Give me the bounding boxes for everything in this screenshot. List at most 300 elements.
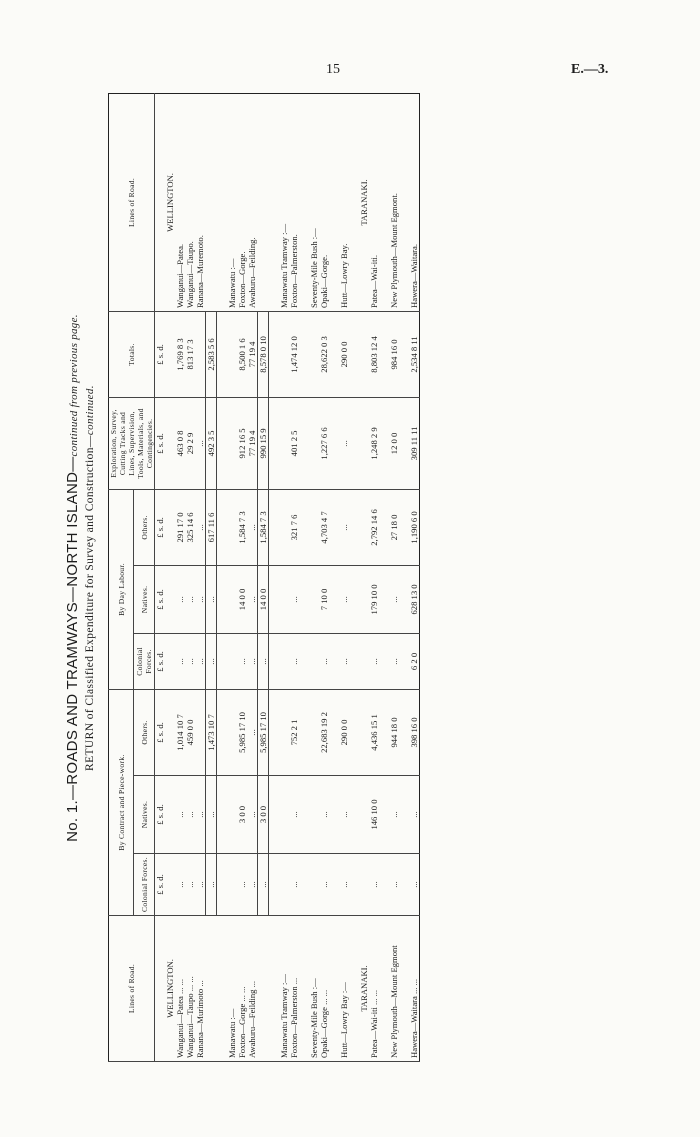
table-row bbox=[206, 93, 217, 1061]
table-row bbox=[227, 93, 237, 1061]
amount-cell: 1,474 12 0 bbox=[289, 311, 299, 397]
table-row bbox=[359, 93, 369, 1061]
road-name-right-cell: WELLINGTON. bbox=[165, 93, 175, 311]
amount-cell: 5,985 17 10 bbox=[258, 689, 269, 775]
table-row bbox=[349, 93, 359, 1061]
amount-cell bbox=[269, 489, 280, 565]
amount-cell: 2,534 8 11 bbox=[409, 311, 420, 397]
amount-cell: ... bbox=[185, 633, 195, 689]
road-name-cell bbox=[349, 916, 359, 1062]
amount-cell bbox=[279, 489, 289, 565]
amount-cell bbox=[359, 854, 369, 916]
subtitle-main: RETURN of Classified Expenditure for Survey and Construction— bbox=[84, 435, 96, 771]
amount-cell bbox=[217, 565, 228, 633]
table-row bbox=[258, 93, 269, 1061]
units-cell: £ s. d. bbox=[155, 565, 166, 633]
amount-cell bbox=[329, 565, 339, 633]
amount-cell bbox=[299, 633, 309, 689]
amount-cell: ... bbox=[247, 489, 258, 565]
amount-cell: 1,769 8 3 bbox=[175, 311, 185, 397]
amount-cell: ... bbox=[339, 633, 349, 689]
header-lines-of-road-right: Lines of Road. bbox=[109, 93, 155, 311]
amount-cell: ... bbox=[339, 565, 349, 633]
amount-cell bbox=[217, 489, 228, 565]
amount-cell bbox=[227, 397, 237, 489]
amount-cell bbox=[359, 565, 369, 633]
title-main-italic: continued from previous page. bbox=[68, 314, 80, 457]
amount-cell bbox=[299, 565, 309, 633]
header-day-colonial: Colonial Forces. bbox=[134, 633, 155, 689]
amount-cell: ... bbox=[175, 776, 185, 854]
amount-cell bbox=[227, 689, 237, 775]
amount-cell: 290 0 0 bbox=[339, 689, 349, 775]
amount-cell: 401 2 5 bbox=[289, 397, 299, 489]
amount-cell: 77 19 4 bbox=[247, 397, 258, 489]
road-name-cell: Foxton—Gorge ... ... bbox=[237, 916, 247, 1062]
amount-cell: 14 0 0 bbox=[258, 565, 269, 633]
road-name-right-cell: Ranana—Muremoto. bbox=[195, 93, 206, 311]
amount-cell: ... bbox=[389, 776, 399, 854]
amount-cell bbox=[227, 854, 237, 916]
amount-cell bbox=[349, 776, 359, 854]
amount-cell: 28,622 0 3 bbox=[319, 311, 329, 397]
amount-cell: ... bbox=[175, 854, 185, 916]
amount-cell: 752 2 1 bbox=[289, 689, 299, 775]
amount-cell: 2,583 5 6 bbox=[206, 311, 217, 397]
header-contract: By Contract and Piece-work. bbox=[109, 689, 134, 915]
title-main: No. 1.—ROADS AND TRAMWAYS—NORTH ISLAND— bbox=[64, 456, 81, 842]
amount-cell: 628 13 0 bbox=[409, 565, 420, 633]
amount-cell: 4,436 15 1 bbox=[369, 689, 379, 775]
amount-cell: 1,227 6 6 bbox=[319, 397, 329, 489]
road-name-right-cell bbox=[399, 93, 409, 311]
amount-cell: ... bbox=[319, 633, 329, 689]
amount-cell bbox=[379, 633, 389, 689]
amount-cell bbox=[399, 565, 409, 633]
amount-cell bbox=[195, 689, 206, 775]
units-cell: £ s. d. bbox=[155, 854, 166, 916]
table-row bbox=[279, 93, 289, 1061]
amount-cell bbox=[349, 397, 359, 489]
road-name-right-cell bbox=[258, 93, 269, 311]
table-row bbox=[319, 93, 329, 1061]
amount-cell bbox=[269, 689, 280, 775]
amount-cell: ... bbox=[339, 854, 349, 916]
amount-cell: 1,584 7 3 bbox=[258, 489, 269, 565]
amount-cell bbox=[217, 776, 228, 854]
amount-cell: ... bbox=[319, 854, 329, 916]
amount-cell: ... bbox=[195, 776, 206, 854]
amount-cell bbox=[217, 689, 228, 775]
amount-cell bbox=[299, 489, 309, 565]
amount-cell bbox=[227, 311, 237, 397]
amount-cell: 8,500 1 6 bbox=[237, 311, 247, 397]
amount-cell: ... bbox=[339, 489, 349, 565]
amount-cell bbox=[359, 776, 369, 854]
amount-cell: 309 11 11 bbox=[409, 397, 420, 489]
amount-cell: 912 16 5 bbox=[237, 397, 247, 489]
table-row bbox=[247, 93, 258, 1061]
amount-cell: 6 2 0 bbox=[409, 633, 420, 689]
amount-cell: ... bbox=[195, 489, 206, 565]
amount-cell: 984 16 0 bbox=[389, 311, 399, 397]
header-contract-natives: Natives. bbox=[134, 776, 155, 854]
amount-cell bbox=[279, 689, 289, 775]
amount-cell: ... bbox=[409, 776, 420, 854]
header-lines-of-road: Lines of Road. bbox=[109, 916, 155, 1062]
amount-cell bbox=[309, 397, 319, 489]
amount-cell bbox=[227, 489, 237, 565]
amount-cell bbox=[359, 489, 369, 565]
amount-cell bbox=[269, 776, 280, 854]
amount-cell: 8,803 12 4 bbox=[369, 311, 379, 397]
units-cell: £ s. d. bbox=[155, 689, 166, 775]
units-cell bbox=[155, 916, 166, 1062]
road-name-cell: Foxton—Palmerston ... bbox=[289, 916, 299, 1062]
table-row bbox=[237, 93, 247, 1061]
road-name-right-cell bbox=[349, 93, 359, 311]
amount-cell: ... bbox=[369, 854, 379, 916]
amount-cell: ... bbox=[389, 854, 399, 916]
amount-cell: 944 18 0 bbox=[389, 689, 399, 775]
amount-cell bbox=[349, 311, 359, 397]
header-totals: Totals. bbox=[109, 311, 155, 397]
amount-cell bbox=[269, 854, 280, 916]
header-contract-others: Others. bbox=[134, 689, 155, 775]
amount-cell bbox=[399, 776, 409, 854]
amount-cell: ... bbox=[289, 776, 299, 854]
amount-cell bbox=[309, 565, 319, 633]
amount-cell: ... bbox=[247, 633, 258, 689]
amount-cell bbox=[269, 565, 280, 633]
amount-cell bbox=[165, 489, 175, 565]
amount-cell bbox=[279, 397, 289, 489]
amount-cell bbox=[279, 776, 289, 854]
subtitle-italic: continued. bbox=[84, 385, 96, 436]
road-name-cell: Hutt—Lowry Bay :— bbox=[339, 916, 349, 1062]
amount-cell: 492 3 5 bbox=[206, 397, 217, 489]
road-name-right-cell: Foxton—Gorge. bbox=[237, 93, 247, 311]
road-name-cell: TARANAKI. bbox=[359, 916, 369, 1062]
road-name-cell: Ranana—Murimoto ... bbox=[195, 916, 206, 1062]
road-name-cell bbox=[399, 916, 409, 1062]
amount-cell bbox=[269, 311, 280, 397]
amount-cell: ... bbox=[389, 633, 399, 689]
amount-cell: ... bbox=[339, 397, 349, 489]
units-cell: £ s. d. bbox=[155, 489, 166, 565]
amount-cell bbox=[227, 776, 237, 854]
amount-cell bbox=[195, 311, 206, 397]
road-name-right-cell bbox=[217, 93, 228, 311]
amount-cell bbox=[349, 854, 359, 916]
amount-cell bbox=[217, 397, 228, 489]
amount-cell: 398 16 0 bbox=[409, 689, 420, 775]
road-name-right-cell: Wanganui—Taupo. bbox=[185, 93, 195, 311]
table-row bbox=[379, 93, 389, 1061]
amount-cell bbox=[359, 633, 369, 689]
amount-cell bbox=[309, 854, 319, 916]
amount-cell bbox=[227, 633, 237, 689]
road-name-cell: Hawera—Waitara ... ... bbox=[409, 916, 420, 1062]
amount-cell bbox=[217, 854, 228, 916]
amount-cell bbox=[309, 776, 319, 854]
amount-cell bbox=[399, 311, 409, 397]
table-row bbox=[389, 93, 399, 1061]
amount-cell: 4,703 4 7 bbox=[319, 489, 329, 565]
amount-cell bbox=[217, 311, 228, 397]
amount-cell: ... bbox=[247, 854, 258, 916]
amount-cell bbox=[309, 633, 319, 689]
road-name-right-cell: Hutt—Lowry Bay. bbox=[339, 93, 349, 311]
amount-cell: 7 10 0 bbox=[319, 565, 329, 633]
amount-cell bbox=[269, 397, 280, 489]
table-row bbox=[399, 93, 409, 1061]
amount-cell bbox=[399, 854, 409, 916]
table-row bbox=[195, 93, 206, 1061]
table-row bbox=[299, 93, 309, 1061]
road-name-right-cell: Hawera—Waitara. bbox=[409, 93, 420, 311]
amount-cell: ... bbox=[195, 854, 206, 916]
amount-cell bbox=[329, 311, 339, 397]
amount-cell bbox=[349, 633, 359, 689]
amount-cell: 1,248 2 9 bbox=[369, 397, 379, 489]
amount-cell: ... bbox=[258, 633, 269, 689]
amount-cell: ... bbox=[289, 633, 299, 689]
road-name-right-cell: Wanganui—Patea. bbox=[175, 93, 185, 311]
amount-cell: 3 0 0 bbox=[237, 776, 247, 854]
expenditure-table bbox=[108, 93, 420, 1062]
amount-cell bbox=[379, 689, 389, 775]
amount-cell: 1,190 6 0 bbox=[409, 489, 420, 565]
amount-cell bbox=[165, 854, 175, 916]
amount-cell: 321 7 6 bbox=[289, 489, 299, 565]
amount-cell bbox=[399, 397, 409, 489]
amount-cell bbox=[379, 311, 389, 397]
amount-cell bbox=[379, 489, 389, 565]
table-row bbox=[175, 93, 185, 1061]
table-title bbox=[64, 94, 81, 1062]
road-name-cell: Patea—Wai-iti ... ... bbox=[369, 916, 379, 1062]
amount-cell: ... bbox=[247, 565, 258, 633]
amount-cell: 22,683 19 2 bbox=[319, 689, 329, 775]
amount-cell bbox=[299, 311, 309, 397]
road-name-right-cell: Awahuru—Feilding. bbox=[247, 93, 258, 311]
table-subtitle bbox=[84, 94, 96, 1062]
road-name-cell: Wanganui—Taupo ... ... bbox=[185, 916, 195, 1062]
road-name-right-cell bbox=[329, 93, 339, 311]
amount-cell: ... bbox=[237, 633, 247, 689]
units-cell: £ s. d. bbox=[155, 311, 166, 397]
road-name-right-cell: Patea—Wai-iti. bbox=[369, 93, 379, 311]
amount-cell: 290 0 0 bbox=[339, 311, 349, 397]
header-exploration: Exploration, Survey, Cutting Tracks and Lines, Supervision, Tools, Materials, and Contingencies. bbox=[109, 397, 155, 489]
road-name-cell: Wanganui—Patea ... ... bbox=[175, 916, 185, 1062]
road-name-cell bbox=[269, 916, 280, 1062]
amount-cell bbox=[359, 689, 369, 775]
amount-cell bbox=[379, 854, 389, 916]
amount-cell: ... bbox=[369, 633, 379, 689]
table-row bbox=[185, 93, 195, 1061]
amount-cell: 146 10 0 bbox=[369, 776, 379, 854]
header-contract-colonial: Colonial Forces. bbox=[134, 854, 155, 916]
amount-cell bbox=[329, 854, 339, 916]
amount-cell bbox=[299, 397, 309, 489]
amount-cell: 325 14 6 bbox=[185, 489, 195, 565]
amount-cell bbox=[165, 633, 175, 689]
amount-cell bbox=[359, 311, 369, 397]
amount-cell bbox=[299, 689, 309, 775]
amount-cell bbox=[165, 311, 175, 397]
amount-cell: 14 0 0 bbox=[237, 565, 247, 633]
road-name-right-cell: Opaki—Gorge. bbox=[319, 93, 329, 311]
amount-cell: ... bbox=[409, 854, 420, 916]
amount-cell: ... bbox=[247, 689, 258, 775]
road-name-cell: Manawatu Tramway :— bbox=[279, 916, 289, 1062]
header-day-others: Others. bbox=[134, 489, 155, 565]
amount-cell: ... bbox=[206, 633, 217, 689]
amount-cell: 12 0 0 bbox=[389, 397, 399, 489]
amount-cell bbox=[329, 689, 339, 775]
units-cell: £ s. d. bbox=[155, 633, 166, 689]
amount-cell bbox=[329, 489, 339, 565]
amount-cell bbox=[349, 565, 359, 633]
road-name-right-cell: Manawatu Tramway :— bbox=[279, 93, 289, 311]
units-cell: £ s. d. bbox=[155, 776, 166, 854]
amount-cell bbox=[379, 397, 389, 489]
amount-cell: ... bbox=[339, 776, 349, 854]
road-name-cell: Awahuru—Feilding ... bbox=[247, 916, 258, 1062]
table-row bbox=[309, 93, 319, 1061]
amount-cell bbox=[329, 776, 339, 854]
road-name-right-cell bbox=[269, 93, 280, 311]
amount-cell bbox=[329, 633, 339, 689]
road-name-right-cell: Seventy-Mile Bush :— bbox=[309, 93, 319, 311]
amount-cell bbox=[269, 633, 280, 689]
units-row bbox=[155, 93, 166, 1061]
road-name-cell bbox=[299, 916, 309, 1062]
amount-cell: ... bbox=[175, 565, 185, 633]
amount-cell bbox=[309, 311, 319, 397]
amount-cell: ... bbox=[289, 854, 299, 916]
amount-cell bbox=[165, 397, 175, 489]
amount-cell: ... bbox=[389, 565, 399, 633]
amount-cell: 990 15 9 bbox=[258, 397, 269, 489]
amount-cell bbox=[399, 633, 409, 689]
amount-cell bbox=[279, 854, 289, 916]
table-row bbox=[329, 93, 339, 1061]
road-name-right-cell: Foxton—Palmerston. bbox=[289, 93, 299, 311]
units-cell: £ s. d. bbox=[155, 397, 166, 489]
amount-cell: ... bbox=[206, 776, 217, 854]
amount-cell bbox=[227, 565, 237, 633]
amount-cell bbox=[217, 633, 228, 689]
header-day-labour: By Day Labour. bbox=[109, 489, 134, 689]
road-name-cell: Seventy-Mile Bush :— bbox=[309, 916, 319, 1062]
amount-cell bbox=[165, 565, 175, 633]
table-row bbox=[409, 93, 420, 1061]
table-body bbox=[155, 93, 420, 1061]
road-name-right-cell: Manawatu :— bbox=[227, 93, 237, 311]
amount-cell bbox=[279, 633, 289, 689]
amount-cell: 77 19 4 bbox=[247, 311, 258, 397]
amount-cell: 29 2 9 bbox=[185, 397, 195, 489]
amount-cell bbox=[349, 489, 359, 565]
amount-cell: ... bbox=[195, 565, 206, 633]
amount-cell: ... bbox=[319, 776, 329, 854]
table-row bbox=[165, 93, 175, 1061]
page-reference: E.—3. bbox=[571, 62, 609, 77]
table-row bbox=[269, 93, 280, 1061]
amount-cell bbox=[399, 689, 409, 775]
road-name-right-cell bbox=[299, 93, 309, 311]
amount-cell: ... bbox=[185, 776, 195, 854]
amount-cell: 459 0 0 bbox=[185, 689, 195, 775]
road-name-cell bbox=[329, 916, 339, 1062]
amount-cell bbox=[165, 689, 175, 775]
amount-cell: 463 0 8 bbox=[175, 397, 185, 489]
amount-cell: ... bbox=[195, 397, 206, 489]
road-name-cell bbox=[379, 916, 389, 1062]
amount-cell: ... bbox=[237, 854, 247, 916]
amount-cell bbox=[379, 565, 389, 633]
amount-cell: ... bbox=[206, 854, 217, 916]
road-name-right-cell bbox=[379, 93, 389, 311]
amount-cell: ... bbox=[247, 776, 258, 854]
amount-cell bbox=[379, 776, 389, 854]
road-name-right-cell: New Plymouth—Mount Egmont. bbox=[389, 93, 399, 311]
amount-cell bbox=[309, 489, 319, 565]
road-name-cell: Opaki—Gorge ... ... bbox=[319, 916, 329, 1062]
amount-cell bbox=[279, 565, 289, 633]
amount-cell: ... bbox=[206, 565, 217, 633]
amount-cell bbox=[299, 776, 309, 854]
amount-cell: 179 10 0 bbox=[369, 565, 379, 633]
amount-cell: 2,792 14 6 bbox=[369, 489, 379, 565]
amount-cell: ... bbox=[195, 633, 206, 689]
amount-cell bbox=[359, 397, 369, 489]
amount-cell: ... bbox=[289, 565, 299, 633]
amount-cell: 291 17 0 bbox=[175, 489, 185, 565]
road-name-right-cell: TARANAKI. bbox=[359, 93, 369, 311]
amount-cell: ... bbox=[175, 633, 185, 689]
amount-cell: 617 11 6 bbox=[206, 489, 217, 565]
table-row bbox=[369, 93, 379, 1061]
amount-cell: 5,985 17 10 bbox=[237, 689, 247, 775]
amount-cell bbox=[299, 854, 309, 916]
road-name-cell bbox=[206, 916, 217, 1062]
rotated-table-page bbox=[64, 94, 602, 1062]
table-row bbox=[217, 93, 228, 1061]
amount-cell: 8,578 0 10 bbox=[258, 311, 269, 397]
page-number: 15 bbox=[326, 62, 340, 77]
amount-cell bbox=[329, 397, 339, 489]
amount-cell: 1,584 7 3 bbox=[237, 489, 247, 565]
amount-cell bbox=[309, 689, 319, 775]
road-name-cell: WELLINGTON. bbox=[165, 916, 175, 1062]
amount-cell: ... bbox=[185, 854, 195, 916]
amount-cell: 813 17 3 bbox=[185, 311, 195, 397]
road-name-cell bbox=[217, 916, 228, 1062]
header-day-natives: Natives. bbox=[134, 565, 155, 633]
amount-cell: ... bbox=[258, 854, 269, 916]
units-cell bbox=[155, 93, 166, 311]
amount-cell bbox=[399, 489, 409, 565]
amount-cell bbox=[349, 689, 359, 775]
amount-cell: 3 0 0 bbox=[258, 776, 269, 854]
road-name-cell bbox=[258, 916, 269, 1062]
amount-cell: 1,473 10 7 bbox=[206, 689, 217, 775]
amount-cell bbox=[165, 776, 175, 854]
